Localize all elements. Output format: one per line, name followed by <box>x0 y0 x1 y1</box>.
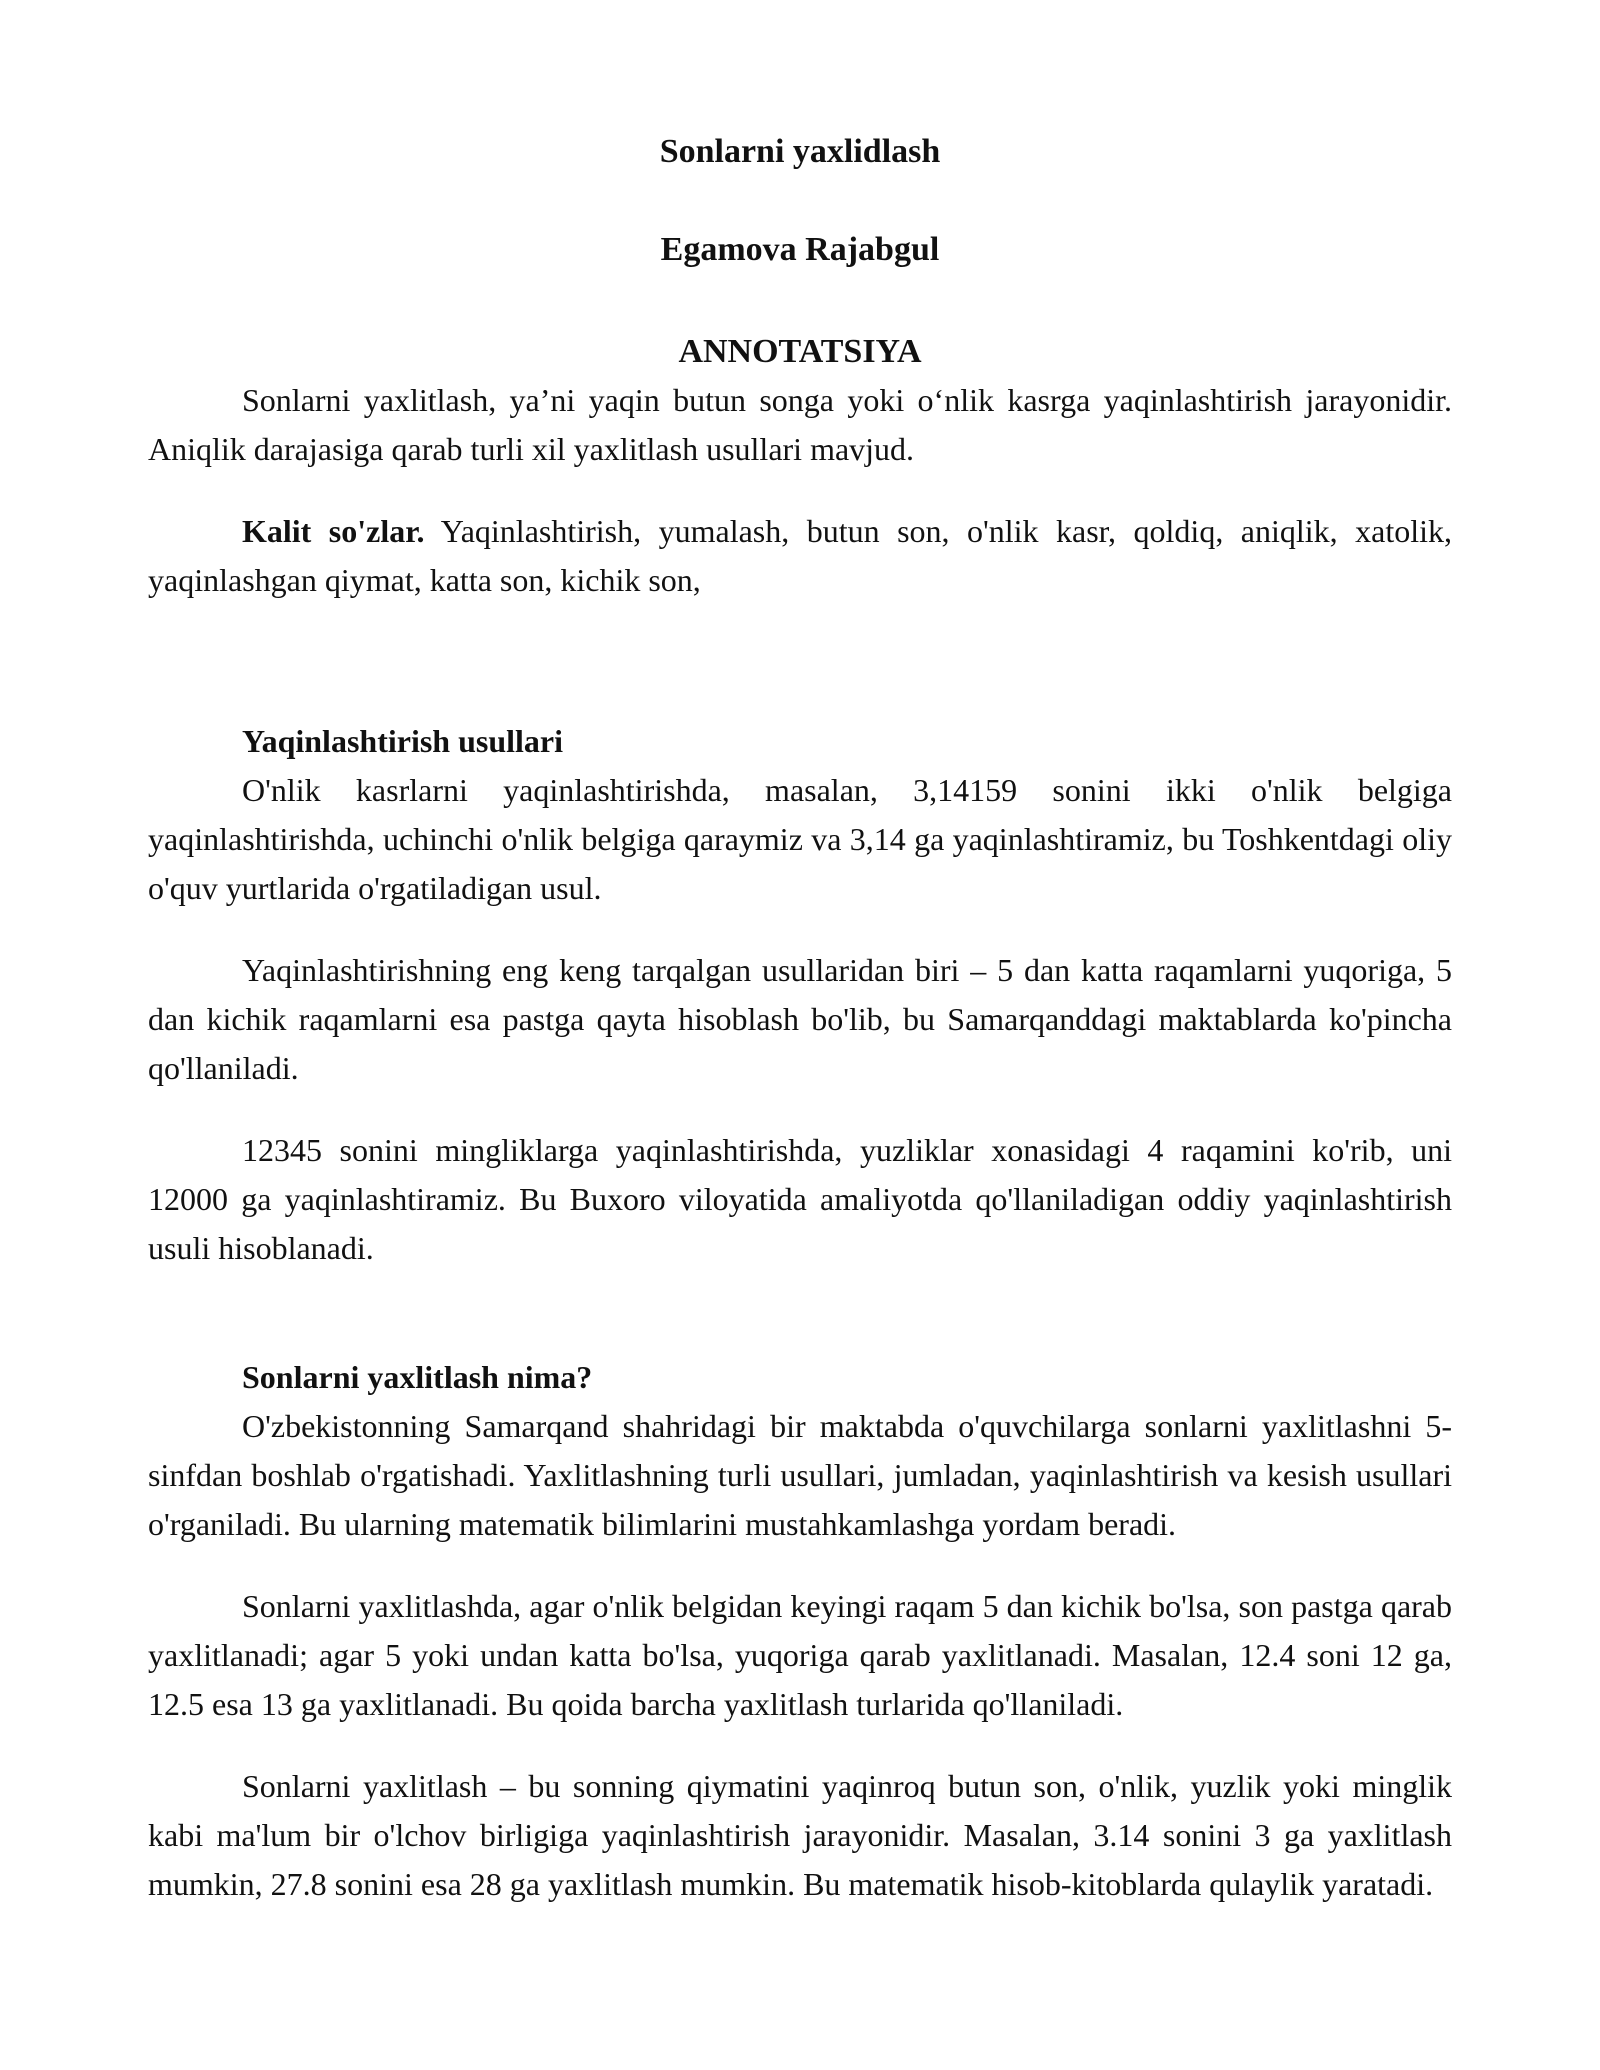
section-2-paragraph-3: Sonlarni yaxlitlash – bu sonning qiymatini yaqinroq butun son, o'nlik, yuzlik yoki minglik kabi ma'lum bir o'lchov birligiga yaqinlashtirish jarayonidir. Masalan, 3.14 sonini 3 ga yaxlitlash mumkin, 27.8 sonini esa 28 ga yaxlitlash mumkin. Bu matematik hisob-kitoblarda qulaylik yaratadi. <box>148 1768 1452 1902</box>
section-1-paragraph-1: O'nlik kasrlarni yaqinlashtirishda, masalan, 3,14159 sonini ikki o'nlik belgiga yaqinlashtirishda, uchinchi o'nlik belgiga qaraymiz va 3,14 ga yaqinlashtiramiz, bu Toshkentdagi oliy o'quv yurtlarida o'rgatiladigan usul. <box>148 772 1452 906</box>
document-title: Sonlarni yaxlidlash <box>659 133 941 170</box>
keywords-list: Yaqinlashtirish, yumalash, butun son, o'nlik kasr, qoldiq, aniqlik, xatolik, yaqinlashgan qiymat, katta son, kichik son, <box>148 513 1453 598</box>
section-1-paragraph-2: Yaqinlashtirishning eng keng tarqalgan usullaridan biri – 5 dan katta raqamlarni yuqoriga, 5 dan kichik raqamlarni esa pastga qayta hisoblash bo'lib, bu Samarqanddagi maktablarda ko'pincha qo'llaniladi. <box>148 952 1452 1086</box>
section-heading-what-is-rounding: Sonlarni yaxlitlash nima? <box>242 1359 593 1395</box>
author-name: Egamova Rajabgul <box>660 231 940 268</box>
document-page <box>148 128 1452 1909</box>
section-2-paragraph-2: Sonlarni yaxlitlashda, agar o'nlik belgidan keyingi raqam 5 dan kichik bo'lsa, son pastga qarab yaxlitlanadi; agar 5 yoki undan katta bo'lsa, yuqoriga qarab yaxlitlanadi. Masalan, 12.4 soni 12 ga, 12.5 esa 13 ga yaxlitlanadi. Bu qoida barcha yaxlitlash turlarida qo'llaniladi. <box>148 1588 1452 1722</box>
keywords-paragraph <box>148 507 1452 605</box>
annotation-heading: ANNOTATSIYA <box>678 333 922 370</box>
section-2-paragraph-1: O'zbekistonning Samarqand shahridagi bir maktabda o'quvchilarga sonlarni yaxlitlashni 5-sinfdan boshlab o'rgatishadi. Yaxlitlashning turli usullari, jumladan, yaqinlashtirish va kesish usullari o'rganiladi. Bu ularning matematik bilimlarini mustahkamlashga yordam beradi. <box>148 1408 1452 1542</box>
annotation-paragraph: Sonlarni yaxlitlash, ya’ni yaqin butun songa yoki o‘nlik kasrga yaqinlashtirish jarayonidir. Aniqlik darajasiga qarab turli xil yaxlitlash usullari mavjud. <box>148 382 1452 467</box>
keywords-label: Kalit so'zlar. <box>242 513 425 549</box>
section-heading-approximation-methods: Yaqinlashtirish usullari <box>242 723 563 759</box>
section-1-paragraph-3: 12345 sonini mingliklarga yaqinlashtirishda, yuzliklar xonasidagi 4 raqamini ko'rib, uni 12000 ga yaqinlashtiramiz. Bu Buxoro viloyatida amaliyotda qo'llaniladigan oddiy yaqinlashtirish usuli hisoblanadi. <box>148 1132 1452 1266</box>
